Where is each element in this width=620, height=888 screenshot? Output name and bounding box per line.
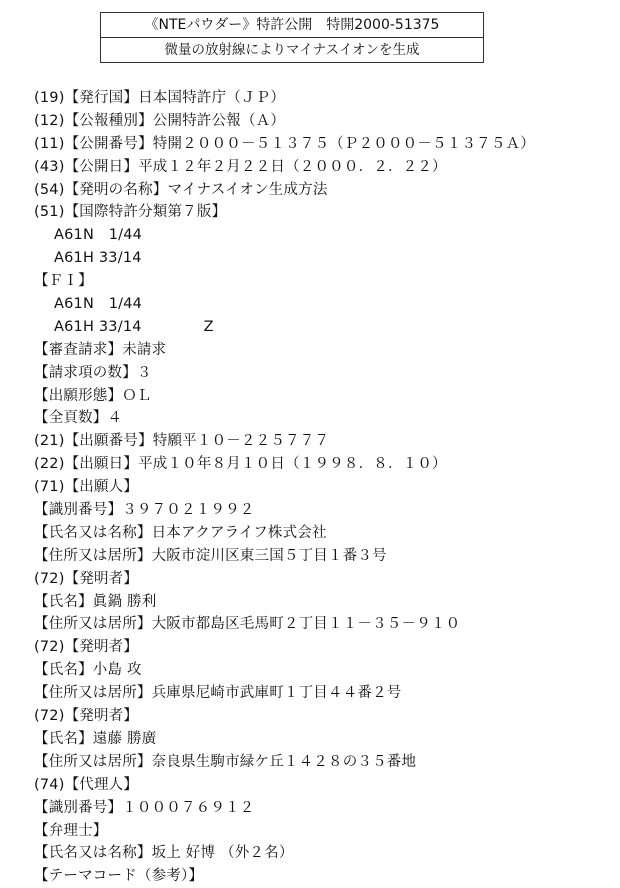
issuing-country: (19)【発行国】日本国特許庁（ＪＰ） xyxy=(34,90,286,106)
application-number: (21)【出願番号】特願平１０－２２５７７７ xyxy=(34,433,330,450)
examination-request: 【審査請求】未請求 xyxy=(34,341,167,358)
claims-count: 【請求項の数】３ xyxy=(34,364,152,381)
application-date: (22)【出願日】平成１０年８月１０日（１９９８．８．１０） xyxy=(34,456,447,473)
inventor-2-label: (72)【発明者】 xyxy=(34,639,139,656)
total-pages: 【全頁数】４ xyxy=(34,410,123,427)
inventor-3-address: 【住所又は居所】奈良県生駒市緑ケ丘１４２８の３５番地 xyxy=(34,753,417,770)
agent-label: (74)【代理人】 xyxy=(34,776,139,793)
document-header-box xyxy=(100,12,484,63)
applicant-name: 【氏名又は名称】日本アクアライフ株式会社 xyxy=(34,524,327,541)
patent-attorney-label: 【弁理士】 xyxy=(34,822,108,839)
applicant-id: 【識別番号】３９７０２１９９２ xyxy=(34,502,255,519)
ipc-class-2: A61H 33/14 xyxy=(54,250,142,267)
invention-title: (54)【発明の名称】マイナスイオン生成方法 xyxy=(34,181,328,198)
header-title: 《NTEパウダー》特許公開 特開2000-51375 xyxy=(101,13,483,38)
publication-kind: (12)【公報種別】公開特許公報（Ａ） xyxy=(34,112,286,129)
applicant-label: (71)【出願人】 xyxy=(34,479,139,496)
header-subtitle: 微量の放射線によりマイナスイオンを生成 xyxy=(164,42,420,58)
fi-class-2-row xyxy=(34,316,604,339)
inventor-2-name: 【氏名】小島 攻 xyxy=(34,662,142,679)
bibliographic-data xyxy=(34,87,604,888)
publication-number: (11)【公開番号】特開２０００－５１３７５（Ｐ２０００－５１３７５Ａ） xyxy=(34,135,535,152)
ipc-class-1: A61N 1/44 xyxy=(54,227,143,244)
applicant-address: 【住所又は居所】大阪市淀川区東三国５丁目１番３号 xyxy=(34,547,387,564)
inventor-1-label: (72)【発明者】 xyxy=(34,570,139,587)
inventor-2-address: 【住所又は居所】兵庫県尼崎市武庫町１丁目４４番２号 xyxy=(34,685,402,702)
theme-code: 【テーマコード（参考）】 xyxy=(34,868,204,885)
publication-date: (43)【公開日】平成１２年２月２２日（２０００．２．２２） xyxy=(34,158,447,175)
agent-id: 【識別番号】１０００７６９１２ xyxy=(34,799,255,816)
agent-name: 【氏名又は名称】坂上 好博 （外２名） xyxy=(34,845,294,862)
inventor-1-name: 【氏名】眞鍋 勝利 xyxy=(34,593,157,610)
fi-class-2-code: Z xyxy=(203,318,214,335)
fi-class-2: A61H 33/14 xyxy=(54,318,142,335)
fi-label: 【ＦＩ】 xyxy=(34,273,93,290)
fi-class-1: A61N 1/44 xyxy=(54,296,143,313)
inventor-3-name: 【氏名】遠藤 勝廣 xyxy=(34,730,157,747)
inventor-3-label: (72)【発明者】 xyxy=(34,708,139,725)
ipc-label: (51)【国際特許分類第７版】 xyxy=(34,204,227,221)
filing-form: 【出願形態】ＯＬ xyxy=(34,387,152,404)
inventor-1-address: 【住所又は居所】大阪市都島区毛馬町２丁目１１－３５－９１０ xyxy=(34,616,461,633)
